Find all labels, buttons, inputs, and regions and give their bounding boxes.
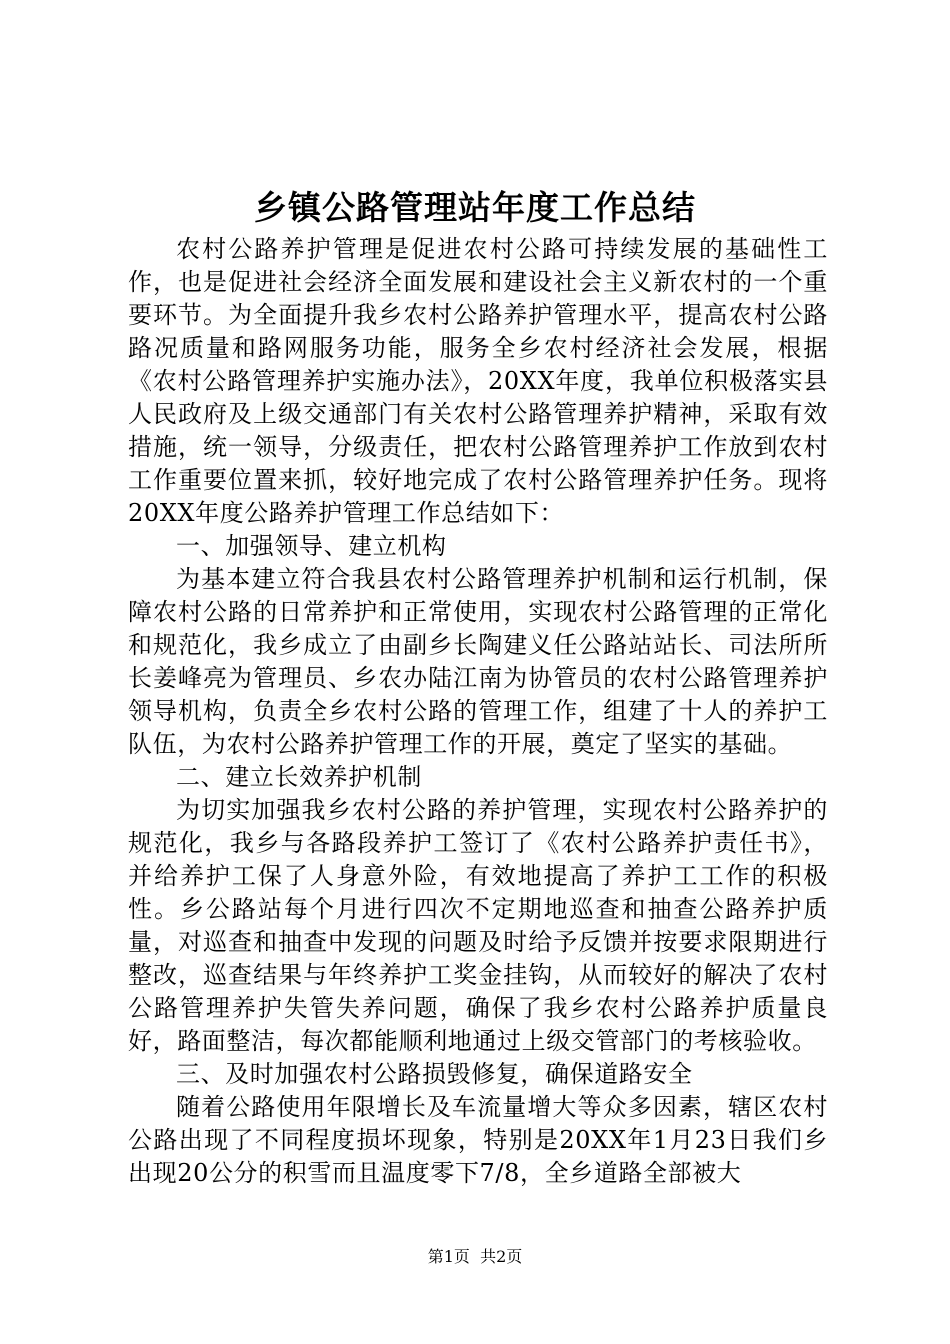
page-number: 第1页 [427, 1247, 470, 1266]
section-3-paragraph: 随着公路使用年限增长及车流量增大等众多因素，辖区农村公路出现了不同程度损坏现象，特别是20XX年1月23日我们乡出现20公分的积雪而且温度零下7/8，全乡道路全部被大 [128, 1093, 828, 1187]
page-total: 共2页 [480, 1247, 523, 1266]
section-2-paragraph: 为切实加强我乡农村公路的养护管理，实现农村公路养护的规范化，我乡与各路段养护工签订了《农村公路养护责任书》，并给养护工保了人身意外险，有效地提高了养护工工作的积极性。乡公路站每个月进行四次不定期地巡查和抽查公路养护质量，对巡查和抽查中发现的问题及时给予反馈并按要求限期进行整改，巡查结果与年终养护工奖金挂钩，从而较好的解决了农村公路管理养护失管失养问题，确保了我乡农村公路养护质量良好，路面整洁，每次都能顺利地通过上级交管部门的考核验收。 [128, 796, 828, 1055]
section-1-paragraph: 为基本建立符合我县农村公路管理养护机制和运行机制，保障农村公路的日常养护和正常使用，实现农村公路管理的正常化和规范化，我乡成立了由副乡长陶建义任公路站站长、司法所所长姜峰亮为管理员、乡农办陆江南为协管员的农村公路管理养护领导机构，负责全乡农村公路的管理工作，组建了十人的养护工队伍，为农村公路养护管理工作的开展，奠定了坚实的基础。 [128, 565, 828, 758]
intro-paragraph: 农村公路养护管理是促进农村公路可持续发展的基础性工作，也是促进社会经济全面发展和建设社会主义新农村的一个重要环节。为全面提升我乡农村公路养护管理水平，提高农村公路路况质量和路网服务功能，服务全乡农村经济社会发展，根据《农村公路管理养护实施办法》，20XX年度，我单位积极落实县人民政府及上级交通部门有关农村公路管理养护精神，采取有效措施，统一领导，分级责任，把农村公路管理养护工作放到农村工作重要位置来抓，较好地完成了农村公路管理养护任务。现将20XX年度公路养护管理工作总结如下： [128, 235, 828, 527]
footer-separator [470, 1247, 480, 1266]
section-heading-3: 三、及时加强农村公路损毁修复，确保道路安全 [176, 1060, 693, 1088]
section-heading-1: 一、加强领导、建立机构 [176, 532, 447, 560]
page-footer [0, 1246, 950, 1268]
section-heading-2: 二、建立长效养护机制 [176, 763, 422, 791]
document-title: 乡镇公路管理站年度工作总结 [254, 188, 696, 227]
document-body [128, 233, 828, 1190]
